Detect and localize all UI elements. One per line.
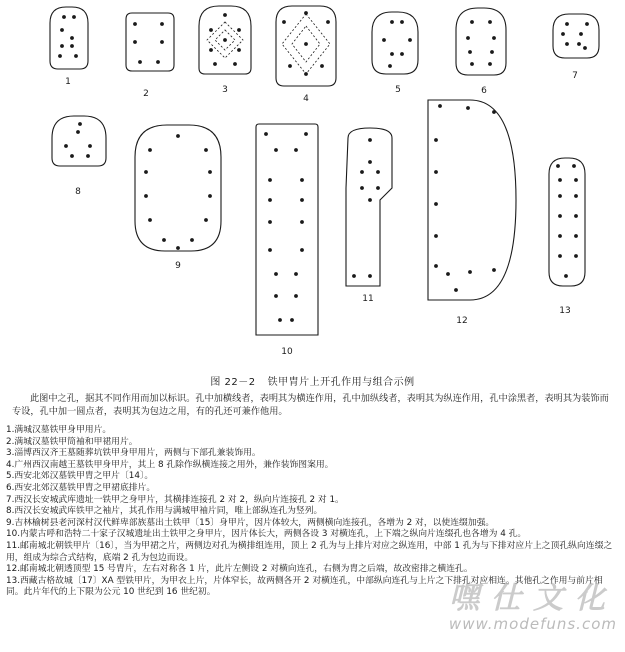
hole-mark [133,22,137,26]
plate-label: 6 [481,86,487,96]
hole-mark [62,15,66,19]
figure-number: 图 22－2 [210,377,256,388]
hole-mark [368,274,372,278]
hole-mark [579,32,583,36]
hole-mark [162,238,166,242]
hole-mark [133,40,137,44]
plate-outline [346,128,392,286]
plate-label: 13 [559,306,571,316]
hole-mark [558,254,562,258]
intro-paragraph: 此图中之孔，据其不同作用而加以标识。孔中加横线者，表明其为横连作用，孔中加纵线者，表明其为纵连作用，孔中涂黑者，表明其为装饰而专设，孔中加一圆点者，表明其为包边之用，有的孔还可兼作他用。 [12,393,609,417]
hole-mark [148,148,152,152]
plate-label: 12 [456,316,468,326]
hole-mark [160,22,164,26]
plate-label: 2 [143,89,149,99]
hole-mark [360,186,364,190]
hole-mark [470,62,474,66]
hole-mark [558,194,562,198]
hole-mark [577,42,581,46]
hole-mark [468,270,472,274]
note-item: 13.西藏古格故城〔17〕XA 型铁甲片，为甲衣上片，片体窄长，故两侧各开 2 对横连孔，中部纵向连孔与上片之下排孔对应相连。其他孔之作用与前片相同。此片年代的上下限为公元 10 世纪到 16 世纪初。 [6,575,603,598]
hole-mark [304,72,308,76]
watermark-title: 嘿仕文化 [449,581,617,616]
hole-mark [434,170,438,174]
hole-mark [488,62,492,66]
plate-outline [428,100,516,300]
hole-mark [368,160,372,164]
hole-mark [274,294,278,298]
watermark [417,573,617,643]
hole-mark [558,214,562,218]
hole-mark [190,238,194,242]
hole-mark [583,46,587,50]
hole-mark [400,20,404,24]
hole-mark [492,268,496,272]
hole-mark [268,248,272,252]
figure-title: 铁甲胄片上开孔作用与组合示例 [267,377,415,388]
hole-mark [274,272,278,276]
hole-mark [160,40,164,44]
hole-mark [274,148,278,152]
hole-mark [434,202,438,206]
hole-mark [572,164,576,168]
hole-mark [492,110,496,114]
hole-mark [144,170,148,174]
hole-mark [574,234,578,238]
hole-mark [233,62,237,66]
hole-mark [176,134,180,138]
hole-mark [368,198,372,202]
note-item: 1.满城汉墓铁甲身甲用片。 [6,425,112,435]
hole-mark [208,194,212,198]
hole-mark [574,214,578,218]
note-item: 10.内蒙古呼和浩特二十家子汉城遗址出土铁甲之身甲片，因片体长大，两侧各设 3 对横连孔，上下端之纵向片连缀孔也各增为 4 孔。 [6,529,527,540]
note-item: 8.西汉长安城武库铁甲之袖片，其孔作用与满城甲袖片同，唯上部纵连孔为竖列。 [6,506,323,517]
hole-mark [223,13,227,17]
hole-mark [237,28,241,32]
hole-mark [376,186,380,190]
hole-mark [434,138,438,142]
hole-mark [466,106,470,110]
plate-outline [456,8,506,75]
hole-mark [400,52,404,56]
note-item: 12.邮南城北朝透顶型 15 号胄片，左右对称各 1 片，此片左侧设 2 对横向连孔，右侧为胄之后端，故改密排之横连孔。 [6,564,473,575]
hole-mark [76,130,80,134]
hole-mark [278,318,282,322]
hole-mark [144,194,148,198]
hole-mark [558,178,562,182]
plate-label: 3 [222,85,228,95]
hole-mark [237,48,241,52]
hole-mark [490,50,494,54]
hole-mark [390,52,394,56]
plate-label: 5 [395,85,401,95]
hole-mark [70,36,74,40]
hole-mark [204,218,208,222]
hole-mark [304,42,308,46]
note-item: 9.吉林榆树县老河深村汉代鲜卑部族墓出土铁甲〔15〕身甲片，因片体较大，两侧横向连接孔，各增为 2 对，以使连缀加强。 [6,517,495,528]
plate-outline [372,12,418,74]
hole-mark [561,32,565,36]
plate-outline [135,125,221,251]
hole-mark [488,20,492,24]
hole-mark [574,194,578,198]
hole-mark [74,54,78,58]
hole-mark [78,122,82,126]
hole-mark [300,198,304,202]
hole-mark [290,318,294,322]
hole-mark [574,178,578,182]
hole-mark [360,170,364,174]
note-item: 11.邮南城北朝铁甲片〔16〕，当为甲裙之片，两侧边对孔为横排组连用，顶上 2 孔为与上排片对应之纵连用，中部 1 孔为与下排对应片上之顶孔纵向连缀之用，组成为综合式结构，底端 2 孔为包边而设。 [6,540,613,563]
hole-mark [574,254,578,258]
hole-mark [388,64,392,68]
hole-mark [434,234,438,238]
hole-mark [209,28,213,32]
hole-mark [492,36,496,40]
hole-mark [156,60,160,64]
hole-mark [223,38,227,42]
hole-mark [86,154,90,158]
hole-mark [454,288,458,292]
hole-mark [468,50,472,54]
hole-mark [294,294,298,298]
note-item: 4.广州西汉南越王墓铁甲身甲片，其上 8 孔除作纵横连接之用外，兼作装饰图案用。 [6,459,334,470]
hole-mark [300,178,304,182]
hole-mark [268,178,272,182]
hole-mark [264,132,268,136]
hole-mark [438,104,442,108]
watermark-url: www.modefuns.com [448,615,617,633]
hole-mark [585,22,589,26]
plate-label: 4 [303,94,309,104]
plate-outline [50,7,88,69]
plate-label: 9 [175,261,181,271]
hole-mark [294,148,298,152]
plate-outline [553,14,599,58]
hole-mark [466,36,470,40]
hole-mark [408,38,412,42]
hole-mark [288,64,292,68]
hole-mark [213,62,217,66]
note-item: 3.淄博西汉齐王墓随葬坑铁甲身甲用片，两侧与下部孔兼装饰用。 [6,448,261,459]
hole-mark [320,64,324,68]
hole-mark [208,170,212,174]
hole-mark [565,22,569,26]
hole-mark [88,144,92,148]
hole-mark [209,48,213,52]
plate-label: 8 [75,187,81,197]
hole-mark [60,44,64,48]
hole-mark [70,154,74,158]
hole-mark [558,234,562,238]
hole-mark [352,274,356,278]
hole-mark [304,11,308,15]
plate-label: 7 [572,71,578,81]
plate-label: 10 [281,347,293,357]
hole-mark [556,164,560,168]
hole-mark [58,54,62,58]
hole-mark [204,148,208,152]
hole-mark [564,274,568,278]
plate-outline [256,124,318,335]
hole-mark [268,198,272,202]
hole-mark [268,220,272,224]
plate-outline [549,158,585,286]
hole-mark [304,132,308,136]
hole-mark [376,170,380,174]
hole-mark [294,272,298,276]
note-item: 7.西汉长安城武库遗址一铁甲之身甲片，其横排连接孔 2 对 2，纵向片连接孔 2 对 1。 [6,494,344,505]
figure-caption [0,373,625,388]
note-item: 5.西安北郊汉墓铁甲胄之甲片〔14〕。 [6,471,154,482]
hole-mark [138,60,142,64]
hole-mark [470,20,474,24]
hole-mark [300,220,304,224]
note-item: 2.满城汉墓铁甲筒袖和甲裙用片。 [6,436,138,447]
hole-mark [176,246,180,250]
hole-mark [390,20,394,24]
hole-mark [382,38,386,42]
hole-mark [300,248,304,252]
hole-mark [60,28,64,32]
hole-mark [72,15,76,19]
plate-label: 1 [65,77,71,87]
hole-mark [326,20,330,24]
hole-mark [434,264,438,268]
hole-mark [70,44,74,48]
note-item: 6.西安北郊汉墓铁甲胄之甲裙底排片。 [6,482,156,493]
hole-mark [446,272,450,276]
hole-mark [64,144,68,148]
hole-mark [565,42,569,46]
hole-mark [282,20,286,24]
plate-label: 11 [362,294,374,304]
hole-mark [148,218,152,222]
hole-mark [368,138,372,142]
